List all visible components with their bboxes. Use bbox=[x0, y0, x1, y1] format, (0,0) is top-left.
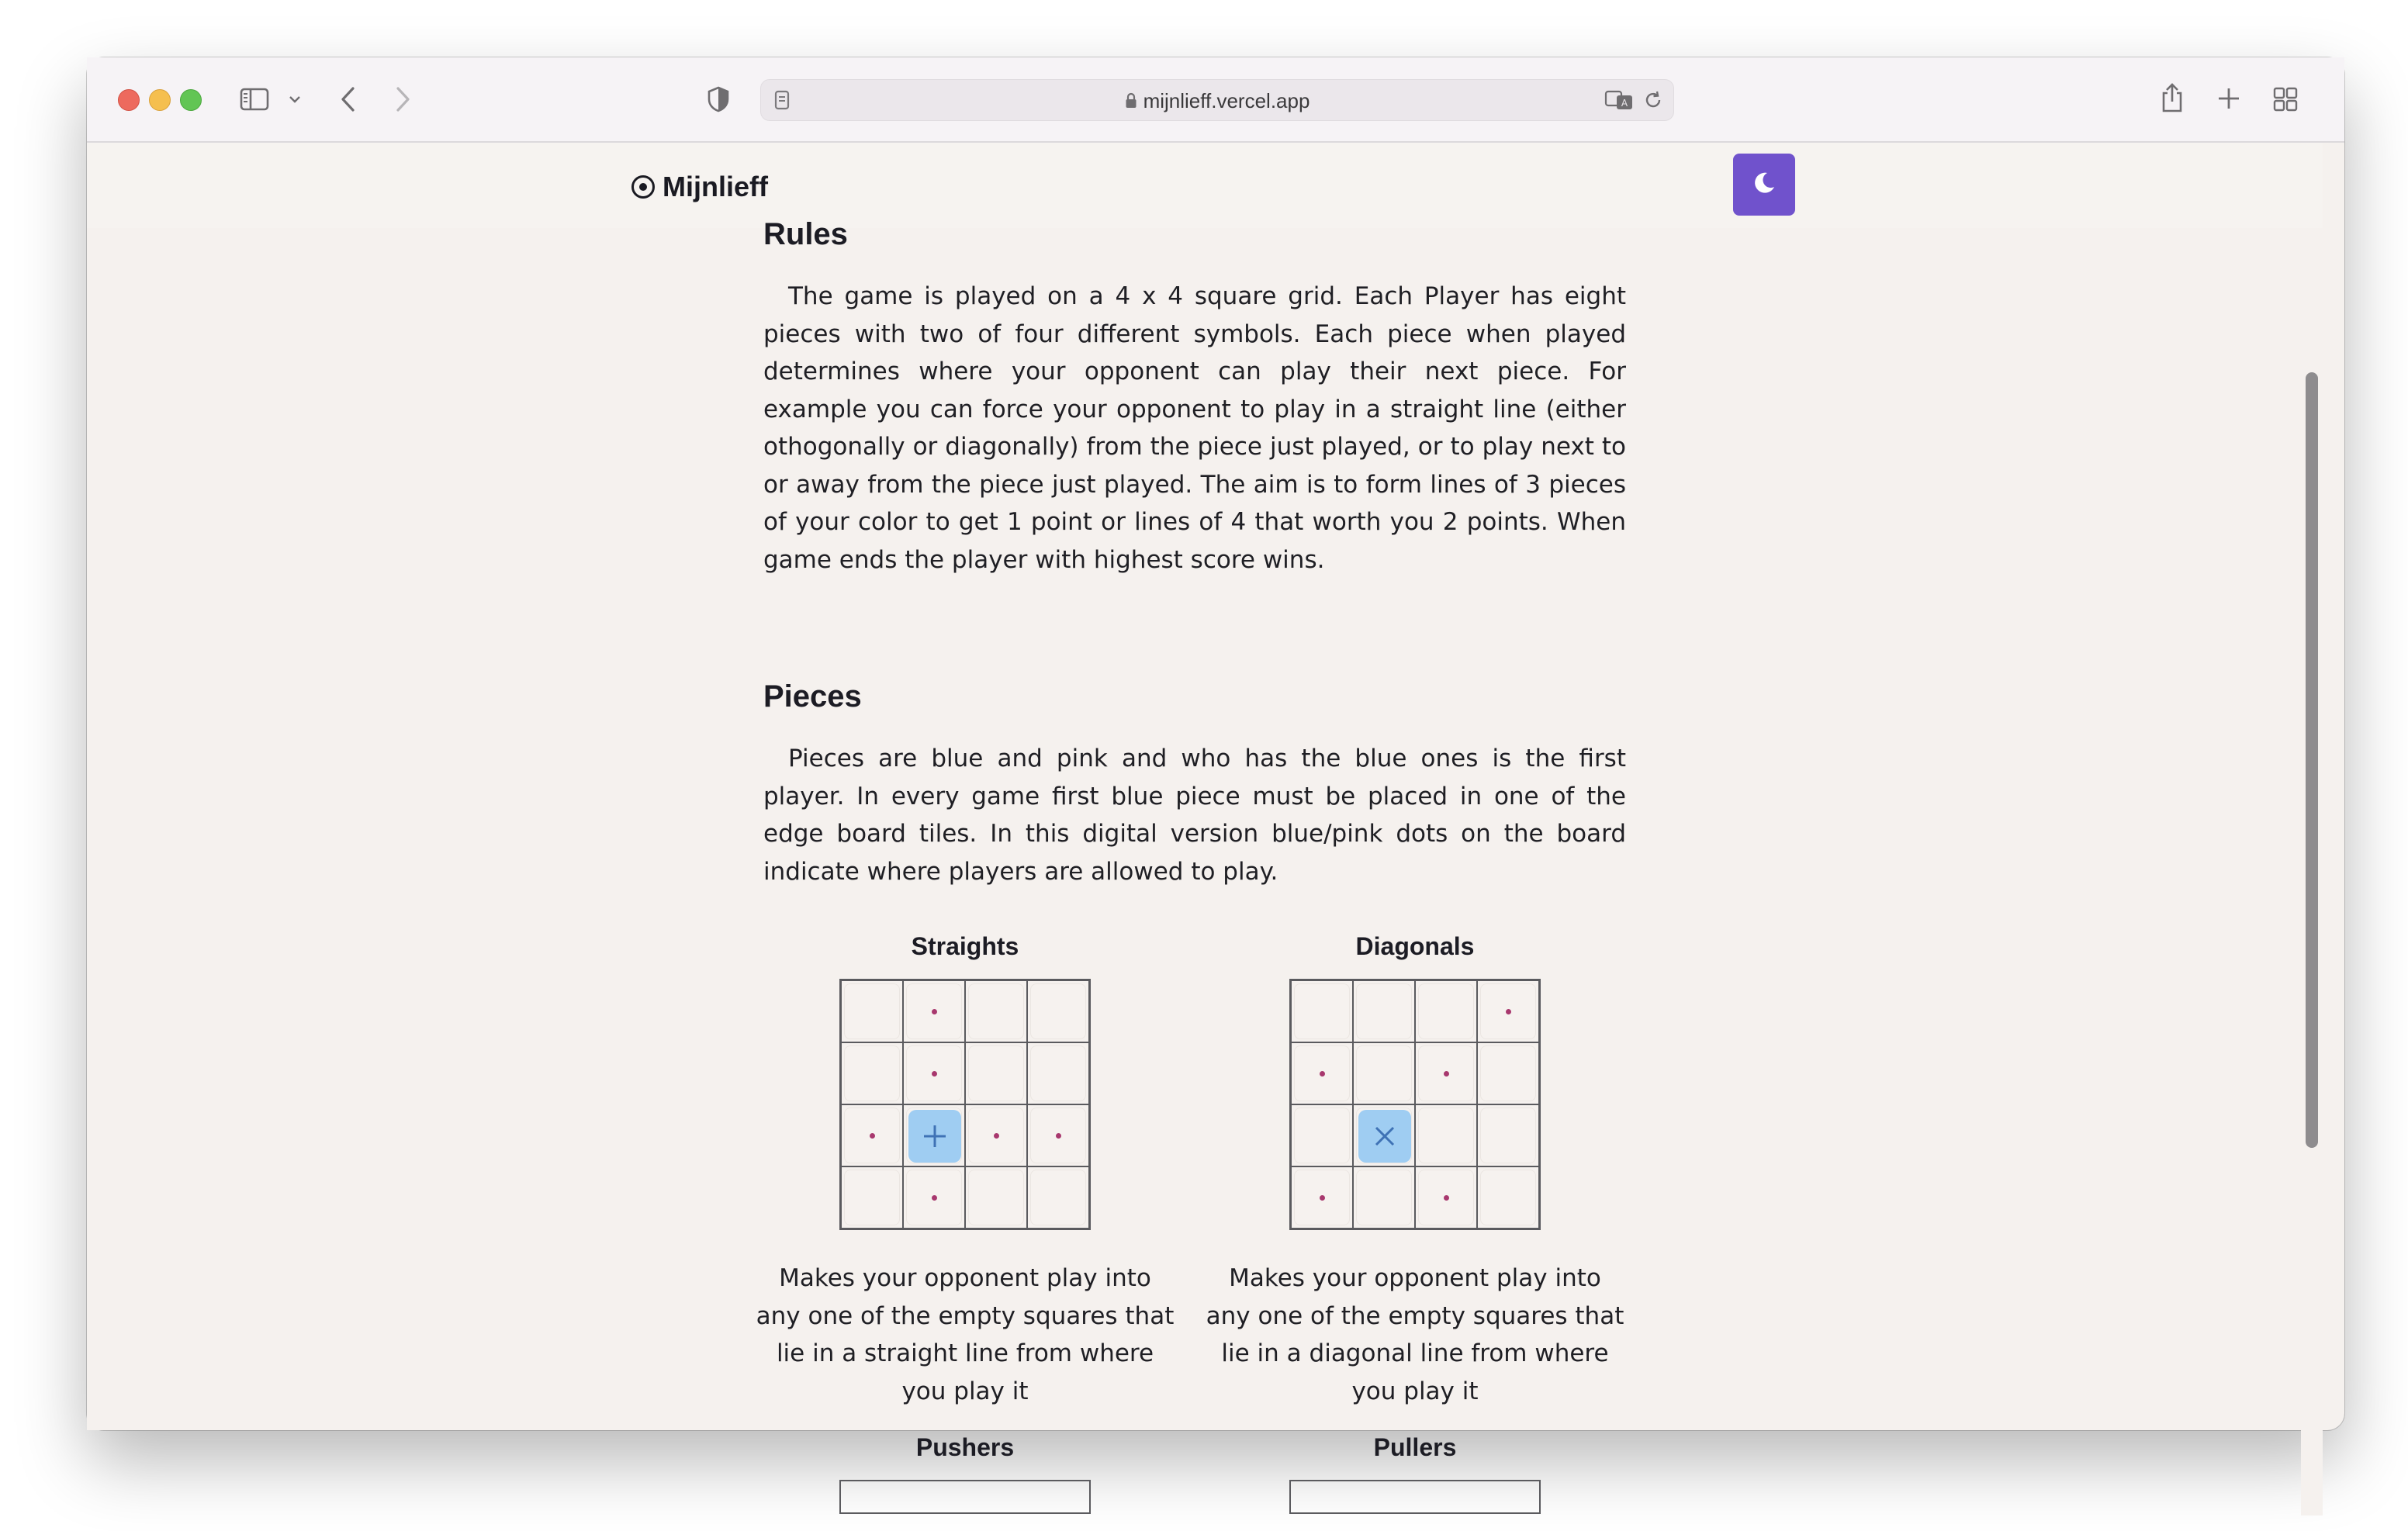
piece-title: Straights bbox=[911, 932, 1019, 960]
board-cell[interactable] bbox=[903, 1042, 965, 1104]
forward-icon[interactable] bbox=[389, 84, 416, 115]
board-cell[interactable] bbox=[1291, 1104, 1353, 1166]
example-board bbox=[1289, 1480, 1541, 1514]
board-cell[interactable] bbox=[841, 1166, 903, 1229]
board-cell[interactable] bbox=[1027, 1042, 1089, 1104]
example-board bbox=[839, 979, 1091, 1230]
piece-card-pushers bbox=[756, 1429, 1175, 1514]
moon-icon bbox=[1751, 170, 1777, 199]
shield-icon[interactable] bbox=[704, 84, 732, 115]
share-icon[interactable] bbox=[2158, 81, 2186, 115]
board-cell[interactable] bbox=[1027, 1166, 1089, 1229]
plus-icon bbox=[908, 1110, 961, 1163]
sidebar-toggle-icon[interactable] bbox=[239, 85, 270, 113]
chevron-down-icon[interactable] bbox=[285, 90, 304, 109]
site-header bbox=[87, 143, 2323, 228]
allowed-move-dot bbox=[1444, 1071, 1449, 1077]
board-cell[interactable] bbox=[841, 1042, 903, 1104]
back-icon[interactable] bbox=[335, 84, 362, 115]
example-board bbox=[1289, 979, 1541, 1230]
board-cell[interactable] bbox=[1353, 1166, 1415, 1229]
svg-text:A: A bbox=[1621, 98, 1628, 109]
translate-icon[interactable] bbox=[1604, 88, 1635, 112]
browser-toolbar bbox=[87, 57, 2344, 143]
board-cell[interactable] bbox=[1353, 1042, 1415, 1104]
board-cell[interactable] bbox=[1027, 980, 1089, 1042]
board-cell[interactable] bbox=[1415, 1104, 1477, 1166]
board-cell[interactable] bbox=[1415, 980, 1477, 1042]
board-cell[interactable] bbox=[903, 980, 965, 1042]
target-icon bbox=[631, 175, 655, 199]
allowed-move-dot bbox=[1320, 1195, 1325, 1201]
pieces-heading: Pieces bbox=[763, 679, 862, 714]
minimize-window-button[interactable] bbox=[149, 89, 171, 111]
url-display[interactable] bbox=[761, 89, 1673, 115]
board-cell[interactable] bbox=[903, 1104, 965, 1166]
board-cell[interactable] bbox=[841, 980, 903, 1042]
new-tab-icon[interactable] bbox=[2216, 85, 2242, 112]
reload-icon[interactable] bbox=[1642, 89, 1664, 111]
allowed-move-dot bbox=[1506, 1009, 1511, 1014]
board-cell[interactable] bbox=[1477, 1166, 1539, 1229]
board-cell[interactable] bbox=[1477, 980, 1539, 1042]
board-cell[interactable] bbox=[1027, 1104, 1089, 1166]
dark-mode-toggle-button[interactable] bbox=[1733, 154, 1795, 216]
board-cell[interactable] bbox=[903, 1166, 965, 1229]
scrollbar-thumb[interactable] bbox=[2306, 372, 2318, 1148]
site-logo[interactable] bbox=[631, 168, 768, 206]
allowed-move-dot bbox=[932, 1071, 937, 1077]
board-cell[interactable] bbox=[1291, 980, 1353, 1042]
site-logo-text: Mijnlieff bbox=[663, 171, 768, 202]
board-cell[interactable] bbox=[965, 1104, 1027, 1166]
board-cell[interactable] bbox=[1291, 1042, 1353, 1104]
board-cell[interactable] bbox=[1415, 1042, 1477, 1104]
piece-description: Makes your opponent play into any one of the empty squares that lie in a straight line from where you play it bbox=[756, 1264, 1175, 1405]
board-cell[interactable] bbox=[1415, 1166, 1477, 1229]
allowed-move-dot bbox=[932, 1009, 937, 1014]
piece-card-diagonals bbox=[1206, 928, 1624, 1410]
piece-card-straights bbox=[756, 928, 1175, 1410]
example-board bbox=[839, 1480, 1091, 1514]
url-text: mijnlieff.vercel.app bbox=[1143, 89, 1310, 112]
allowed-move-dot bbox=[932, 1195, 937, 1201]
allowed-move-dot bbox=[1444, 1195, 1449, 1201]
x-icon bbox=[1358, 1110, 1411, 1163]
board-cell[interactable] bbox=[1353, 1104, 1415, 1166]
pieces-text: Pieces are blue and pink and who has the blue ones is the first player. In every game first blue piece must be placed in one of the edge board tiles. In this digital version blue/pink dots on the board indicate where players are allowed to play. bbox=[763, 745, 1626, 886]
piece-card-pullers bbox=[1206, 1429, 1624, 1514]
piece-title: Pullers bbox=[1373, 1433, 1457, 1461]
address-bar[interactable] bbox=[760, 79, 1674, 121]
board-cell[interactable] bbox=[1291, 1166, 1353, 1229]
board-cell[interactable] bbox=[965, 1166, 1027, 1229]
board-cell[interactable] bbox=[841, 1104, 903, 1166]
board-cell[interactable] bbox=[1477, 1042, 1539, 1104]
piece-description: Makes your opponent play into any one of the empty squares that lie in a diagonal line from where you play it bbox=[1206, 1264, 1624, 1405]
piece-title: Diagonals bbox=[1355, 932, 1475, 960]
close-window-button[interactable] bbox=[118, 89, 140, 111]
allowed-move-dot bbox=[1056, 1133, 1061, 1139]
rules-text: The game is played on a 4 x 4 square grid. Each Player has eight pieces with two of four different symbols. Each piece when played determines where your opponent can play their next piece. For example you can force your opponent to play in a straight line (either othogonally or diagonally) from the piece just played, or to play next to or away from the piece just played. The aim is to form lines of 3 pieces of your color to get 1 point or lines of 4 that worth you 2 points. When game ends the player with highest score wins. bbox=[763, 282, 1626, 574]
board-cell[interactable] bbox=[965, 1042, 1027, 1104]
allowed-move-dot bbox=[994, 1133, 999, 1139]
rules-heading: Rules bbox=[763, 217, 848, 251]
piece-title: Pushers bbox=[915, 1433, 1015, 1461]
tab-overview-icon[interactable] bbox=[2271, 85, 2299, 113]
board-cell[interactable] bbox=[1477, 1104, 1539, 1166]
allowed-move-dot bbox=[1320, 1071, 1325, 1077]
zoom-window-button[interactable] bbox=[180, 89, 202, 111]
board-cell[interactable] bbox=[965, 980, 1027, 1042]
page-scrollbar[interactable] bbox=[2301, 228, 2323, 1515]
board-cell[interactable] bbox=[1353, 980, 1415, 1042]
page-viewport bbox=[87, 143, 2323, 1461]
lock-icon bbox=[1125, 91, 1137, 115]
browser-window bbox=[87, 57, 2344, 1461]
allowed-move-dot bbox=[870, 1133, 875, 1139]
